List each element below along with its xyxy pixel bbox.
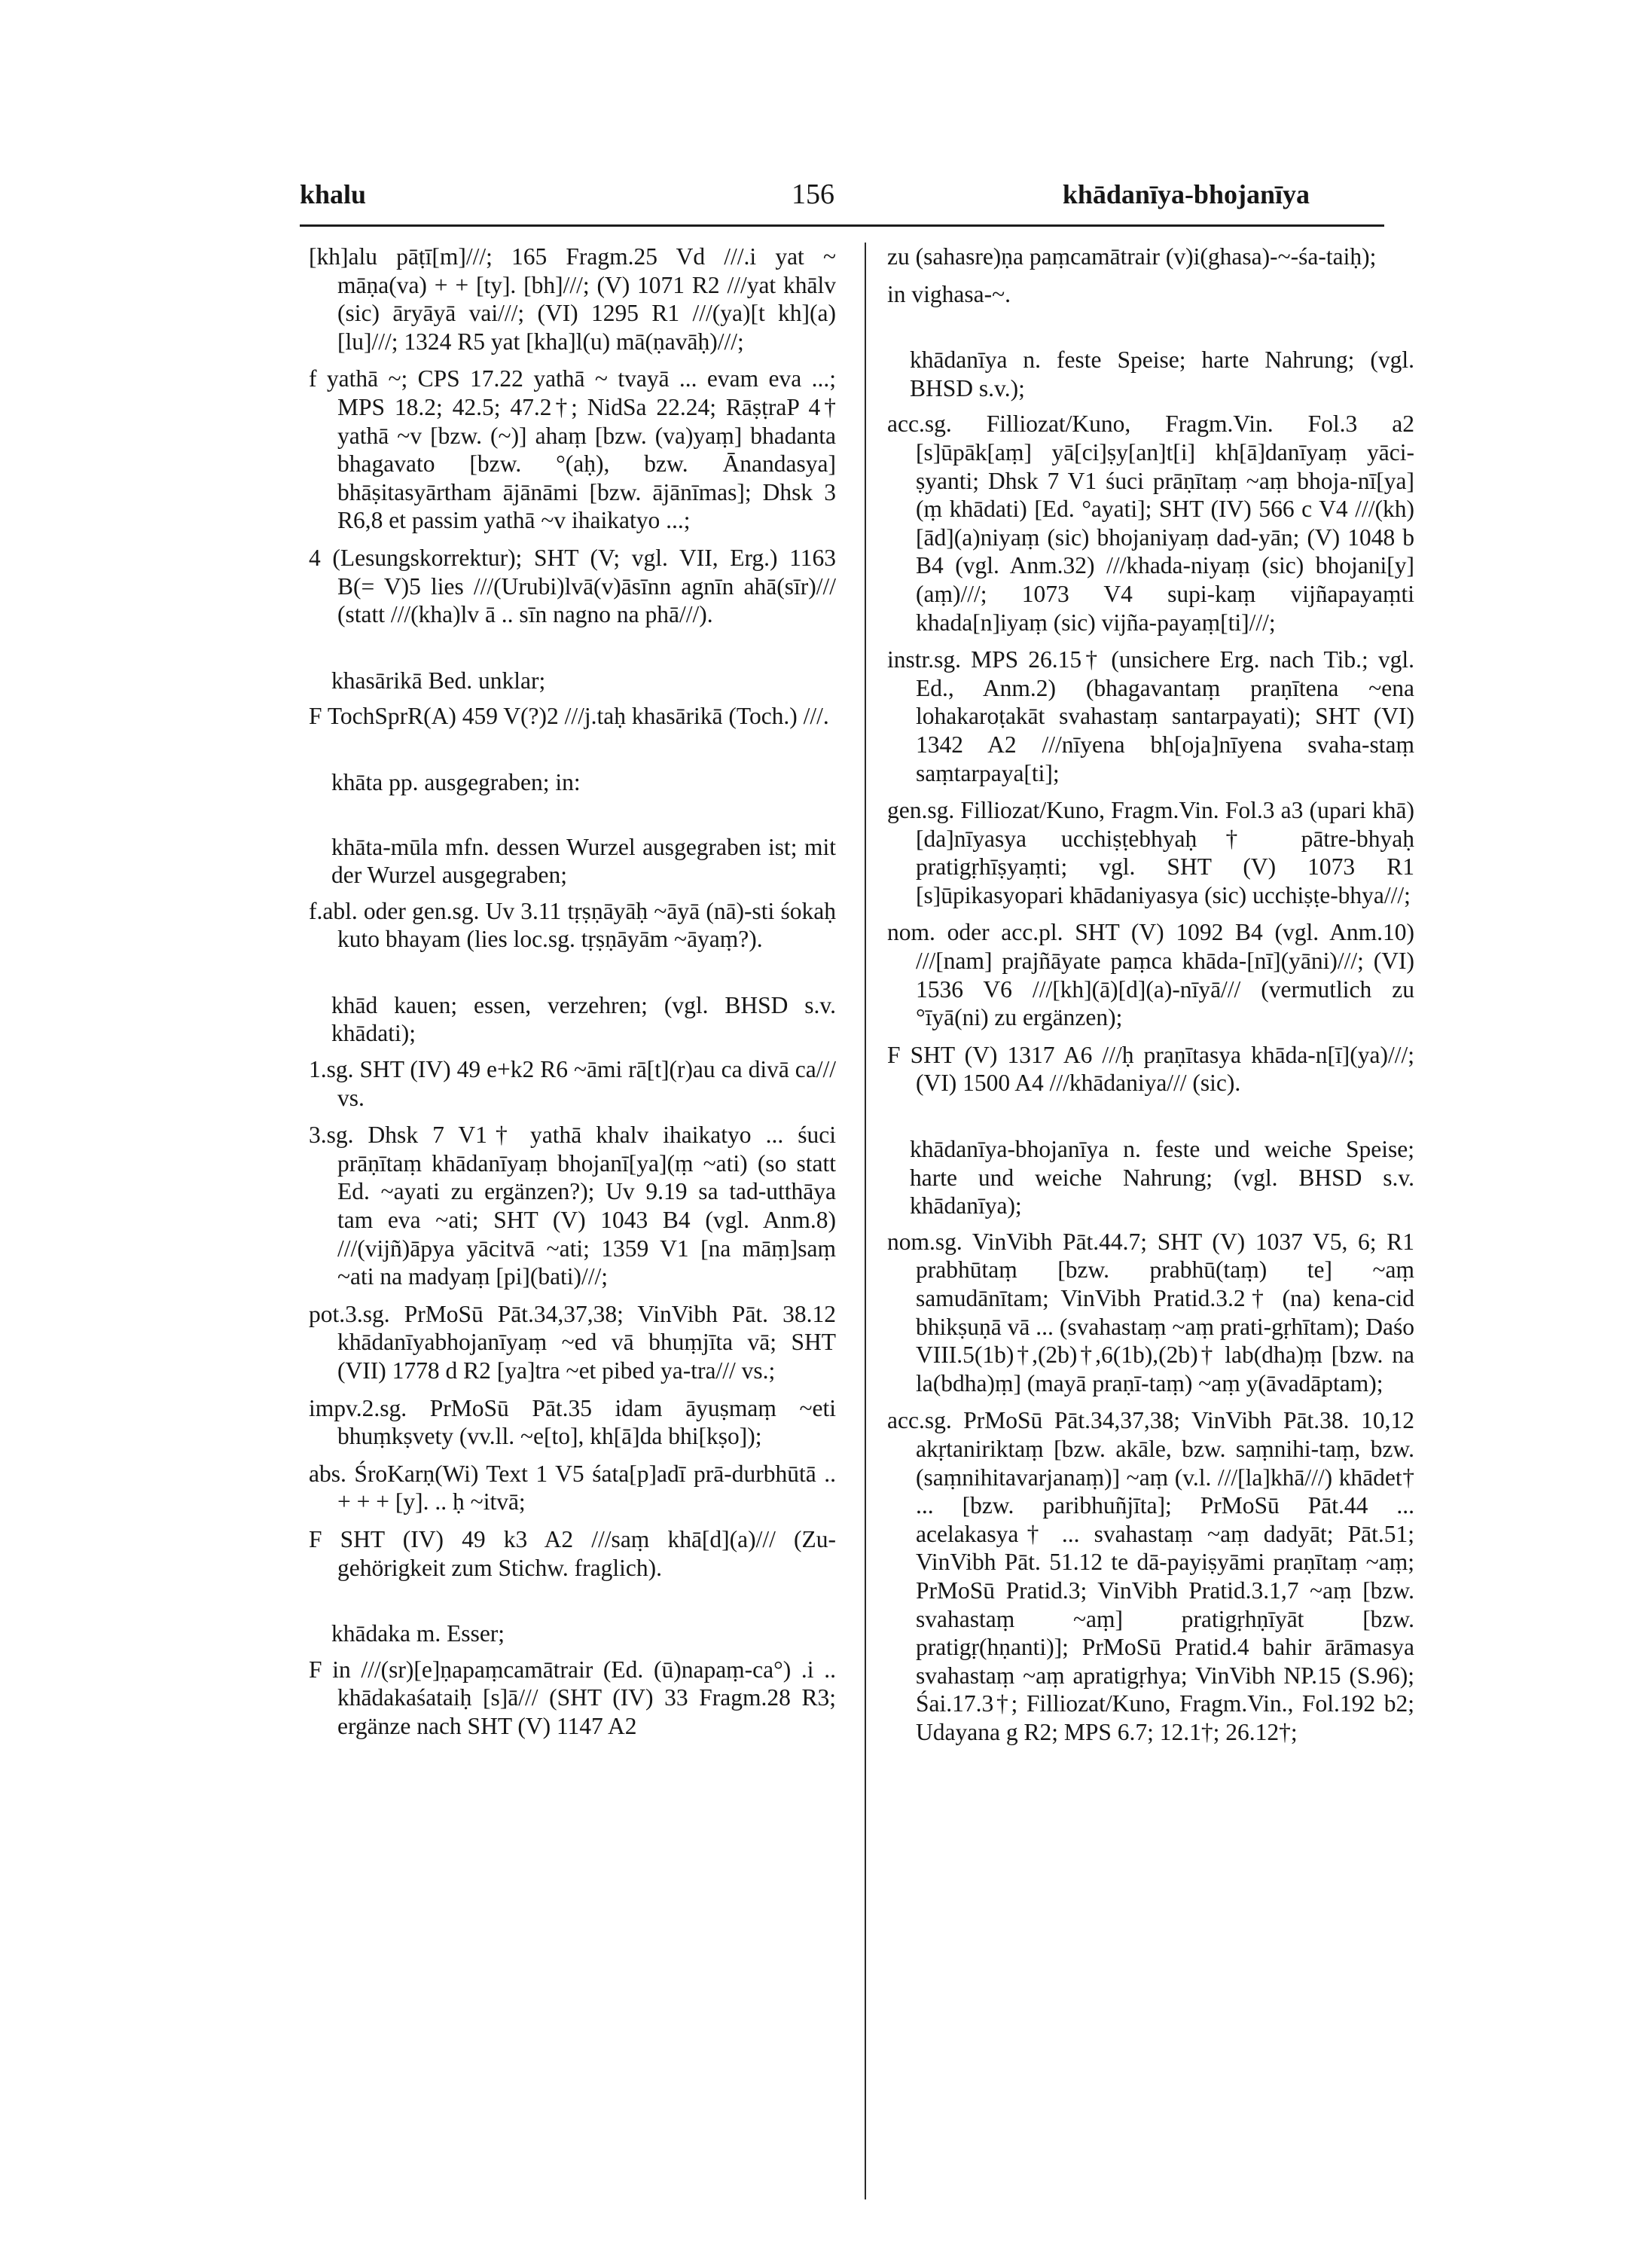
entry-paragraph: F SHT (V) 1317 A6 ///ḥ praṇītasya khāda-n[ī](ya)///; (VI) 1500 A4 ///khādaniya/// (sic). (887, 1041, 1414, 1097)
entry-paragraph: f.abl. oder gen.sg. Uv 3.11 tṛṣṇāyāḥ ~āyā (nā)-sti śokaḥ kuto bhayam (lies loc.sg. tṛṣṇāyām ~āyaṃ?). (309, 897, 836, 953)
entry-paragraph: pot.3.sg. PrMoSū Pāt.34,37,38; VinVibh Pāt. 38.12 khādanīyabhojanīyaṃ ~ed vā bhuṃjīta vā; SHT (VII) 1778 d R2 [ya]tra ~et pibed ya-tra/// vs.; (309, 1300, 836, 1384)
entry-spacer (887, 317, 1414, 346)
left-column (309, 243, 836, 1750)
entry-paragraph: impv.2.sg. PrMoSū Pāt.35 idam āyuṣmaṃ ~eti bhuṃkṣvety (vv.ll. ~e[to], kh[ā]da bhi[kṣo]); (309, 1394, 836, 1450)
entry-paragraph: zu (sahasre)ṇa paṃcamātrair (v)i(ghasa)-~-śa-taiḥ); (887, 243, 1377, 270)
entry-paragraph: acc.sg. PrMoSū Pāt.34,37,38; VinVibh Pāt.38. 10,12 akṛtaniriktaṃ [bzw. akāle, bzw. saṃnihi-taṃ, bzw. (saṃnihitavarjanaṃ)] ~aṃ (v.l. ///[la]khā///) khādet† ... [bzw. paribhuñjīta]; PrMoSū Pāt.44 ... acelakasya† ... svahastaṃ ~aṃ dadyāt; Pāt.51; VinVibh Pāt. 51.12 te dā-payiṣyāmi praṇītaṃ ~aṃ; PrMoSū Pratid.3; VinVibh Pratid.3.1,7 ~aṃ [bzw. svahastaṃ ~aṃ] pratigṛhṇīyāt [bzw. pratigṛ(hṇanti)]; PrMoSū Pratid.4 bahir ārāmasya svahastaṃ ~aṃ apratigṛhya; VinVibh NP.15 (S.96); Śai.17.3†; Filliozat/Kuno, Fragm.Vin., Fol.192 b2; Udayana g R2; MPS 6.7; 12.1†; 26.12†; (887, 1407, 1414, 1745)
lemma-heading: khāta-mūla mfn. dessen Wurzel ausgegraben ist; mit der Wurzel ausgegraben; (331, 833, 836, 889)
entry-paragraph: nom.sg. VinVibh Pāt.44.7; SHT (V) 1037 V5, 6; R1 prabhūtaṃ [bzw. prabhū(taṃ) te] ~aṃ samudānītam; VinVibh Pratid.3.2† (na) kena-cid bhikṣuṇā vā ... (svahastaṃ ~aṃ prati-gṛhītam); Daśo VIII.5(1b)†,(2b)†,6(1b),(2b)† lab(dha)ṃ [bzw. na la(bdha)ṃ] (mayā praṇī-taṃ) ~aṃ y(āvadāptam); (887, 1228, 1414, 1397)
lemma-heading: khāta pp. ausgegraben; in: (331, 768, 581, 795)
entry-paragraph: F in ///(sr)[e]ṇapaṃcamātrair (Ed. (ū)napaṃ-ca°) .i .. khādakaśataiḥ [s]ā/// (SHT (IV) 33 Fragm.28 R3; ergänze nach SHT (V) 1147 A2 (309, 1656, 836, 1739)
entry-spacer (309, 1591, 836, 1619)
entry-spacer (309, 740, 836, 768)
entry-paragraph: instr.sg. MPS 26.15† (unsichere Erg. nach Tib.; vgl. Ed., Anm.2) (bhagavantaṃ praṇītena ~ena lohakaroṭakāt svahastaṃ santarpayati); SHT (VI) 1342 A2 ///nīyena bh[oja]nīyena svaha-staṃ saṃtarpaya[ti]; (887, 646, 1414, 786)
lemma-heading: khasārikā Bed. unklar; (331, 667, 546, 694)
entry-spacer (887, 1107, 1414, 1135)
entry-paragraph: acc.sg. Filliozat/Kuno, Fragm.Vin. Fol.3 a2 [s]ūpāk[aṃ] yā[ci]ṣy[an]t[i] kh[ā]danīyaṃ yāci-ṣyanti; Dhsk 7 V1 śuci prāṇītaṃ ~aṃ bhoja-nī[ya](ṃ khādati) [Ed. °ayati]; SHT (IV) 566 c V4 ///(kh)[ād](a)niyaṃ (sic) bhojaniyaṃ dad-yān; (V) 1048 b B4 (vgl. Anm.32) ///khada-niyaṃ (sic) bhojani[y](aṃ)///; 1073 V4 supi-kaṃ vijñapayaṃti khada[n]iyaṃ (sic) vijña-payaṃ[ti]///; (887, 411, 1414, 636)
entry-paragraph: nom. oder acc.pl. SHT (V) 1092 B4 (vgl. Anm.10) ///[nam] prajñāyate paṃca khāda-[nī](yāni)///; (VI) 1536 V6 ///[kh](ā)[d](a)-nīyā/// (vermutlich zu °īyā(ni) zu ergänzen); (887, 919, 1414, 1031)
entry-paragraph: 3.sg. Dhsk 7 V1† yathā khalv ihaikatyo ... śuci prāṇītaṃ khādanīyaṃ bhojanī[ya](ṃ ~ati) (so statt Ed. ~ayati zu ergänzen?); Uv 9.19 sa tad-utthāya tam eva ~ati; SHT (V) 1043 B4 (vgl. Anm.8) ///(vijñ)āpya yācitvā ~ati; 1359 V1 [na māṃ]saṃ ~ati na madyaṃ [pi](bati)///; (309, 1122, 836, 1290)
running-head-left: khalu (300, 179, 367, 209)
entry-paragraph: f yathā ~; CPS 17.22 yathā ~ tvayā ... evam eva ...; MPS 18.2; 42.5; 47.2†; NidSa 22.24; RāṣṭraP 4† yathā ~v [bzw. (~)] ahaṃ [bzw. (va)yaṃ] bhadanta bhagavato [bzw. °(aḥ), bzw. Ānandasya] bhāṣitasyārtham ājānāmi [bzw. ājānīmas]; Dhsk 3 R6,8 et passim yathā ~v ihaikatyo ...; (309, 365, 836, 534)
page-number: 156 (792, 179, 834, 210)
entry-spacer (309, 804, 836, 833)
lemma-heading: khād kauen; essen, verzehren; (vgl. BHSD s.v. khādati); (331, 991, 836, 1047)
entry-paragraph: F SHT (IV) 49 k3 A2 ///saṃ khā[d](a)/// (Zu-gehörigkeit zum Stichw. fraglich). (309, 1525, 836, 1581)
entry-paragraph: abs. ŚroKarṇ(Wi) Text 1 V5 śata[p]adī prā-durbhūtā .. + + + [y]. .. ḥ ~itvā; (309, 1460, 836, 1516)
entry-paragraph: in vighasa-~. (887, 280, 1011, 307)
lemma-heading: khādanīya n. feste Speise; harte Nahrung; (vgl. BHSD s.v.); (910, 346, 1414, 401)
entry-paragraph: [kh]alu pāṭī[m]///; 165 Fragm.25 Vd ///.i yat ~ māṇa(va) + + [ty]. [bh]///; (V) 1071 R2 ///yat khālv (sic) āryāyā vai///; (VI) 1295 R1 ///(ya)[t kh](a)[lu]///; 1324 R5 yat [kha]l(u) mā(ṇavāḥ)///; (309, 243, 836, 355)
lemma-heading: khādaka m. Esser; (331, 1620, 505, 1647)
running-head-right: khādanīya-bhojanīya (1062, 179, 1310, 209)
right-column (887, 243, 1414, 1756)
column-divider (865, 243, 866, 2199)
lemma-heading: khādanīya-bhojanīya n. feste und weiche Speise; harte und weiche Nahrung; (vgl. BHSD s.v. khādanīya); (910, 1136, 1414, 1219)
entry-spacer (309, 638, 836, 667)
entry-paragraph: 4 (Lesungskorrektur); SHT (V; vgl. VII, Erg.) 1163 B(= V)5 lies ///(Urubi)lvā(v)āsīnn agnīn ahā(sīr)/// (statt ///(kha)lv ā .. sīn nagno na phā///). (309, 544, 836, 628)
header-rule (300, 224, 1384, 227)
entry-paragraph: F TochSprR(A) 459 V(?)2 ///j.taḥ khasārikā (Toch.) ///. (309, 703, 829, 730)
entry-spacer (309, 963, 836, 991)
entry-paragraph: 1.sg. SHT (IV) 49 e+k2 R6 ~āmi rā[t](r)au ca divā ca/// vs. (309, 1056, 836, 1111)
entry-paragraph: gen.sg. Filliozat/Kuno, Fragm.Vin. Fol.3 a3 (upari khā)[da]nīyasya ucchiṣṭebhyaḥ† pātre-bhyaḥ pratigṛhīṣyaṃti; vgl. SHT (V) 1073 R1 [s]ūpikasyopari khādaniyasya (sic) ucchiṣṭe-bhya///; (887, 797, 1414, 908)
